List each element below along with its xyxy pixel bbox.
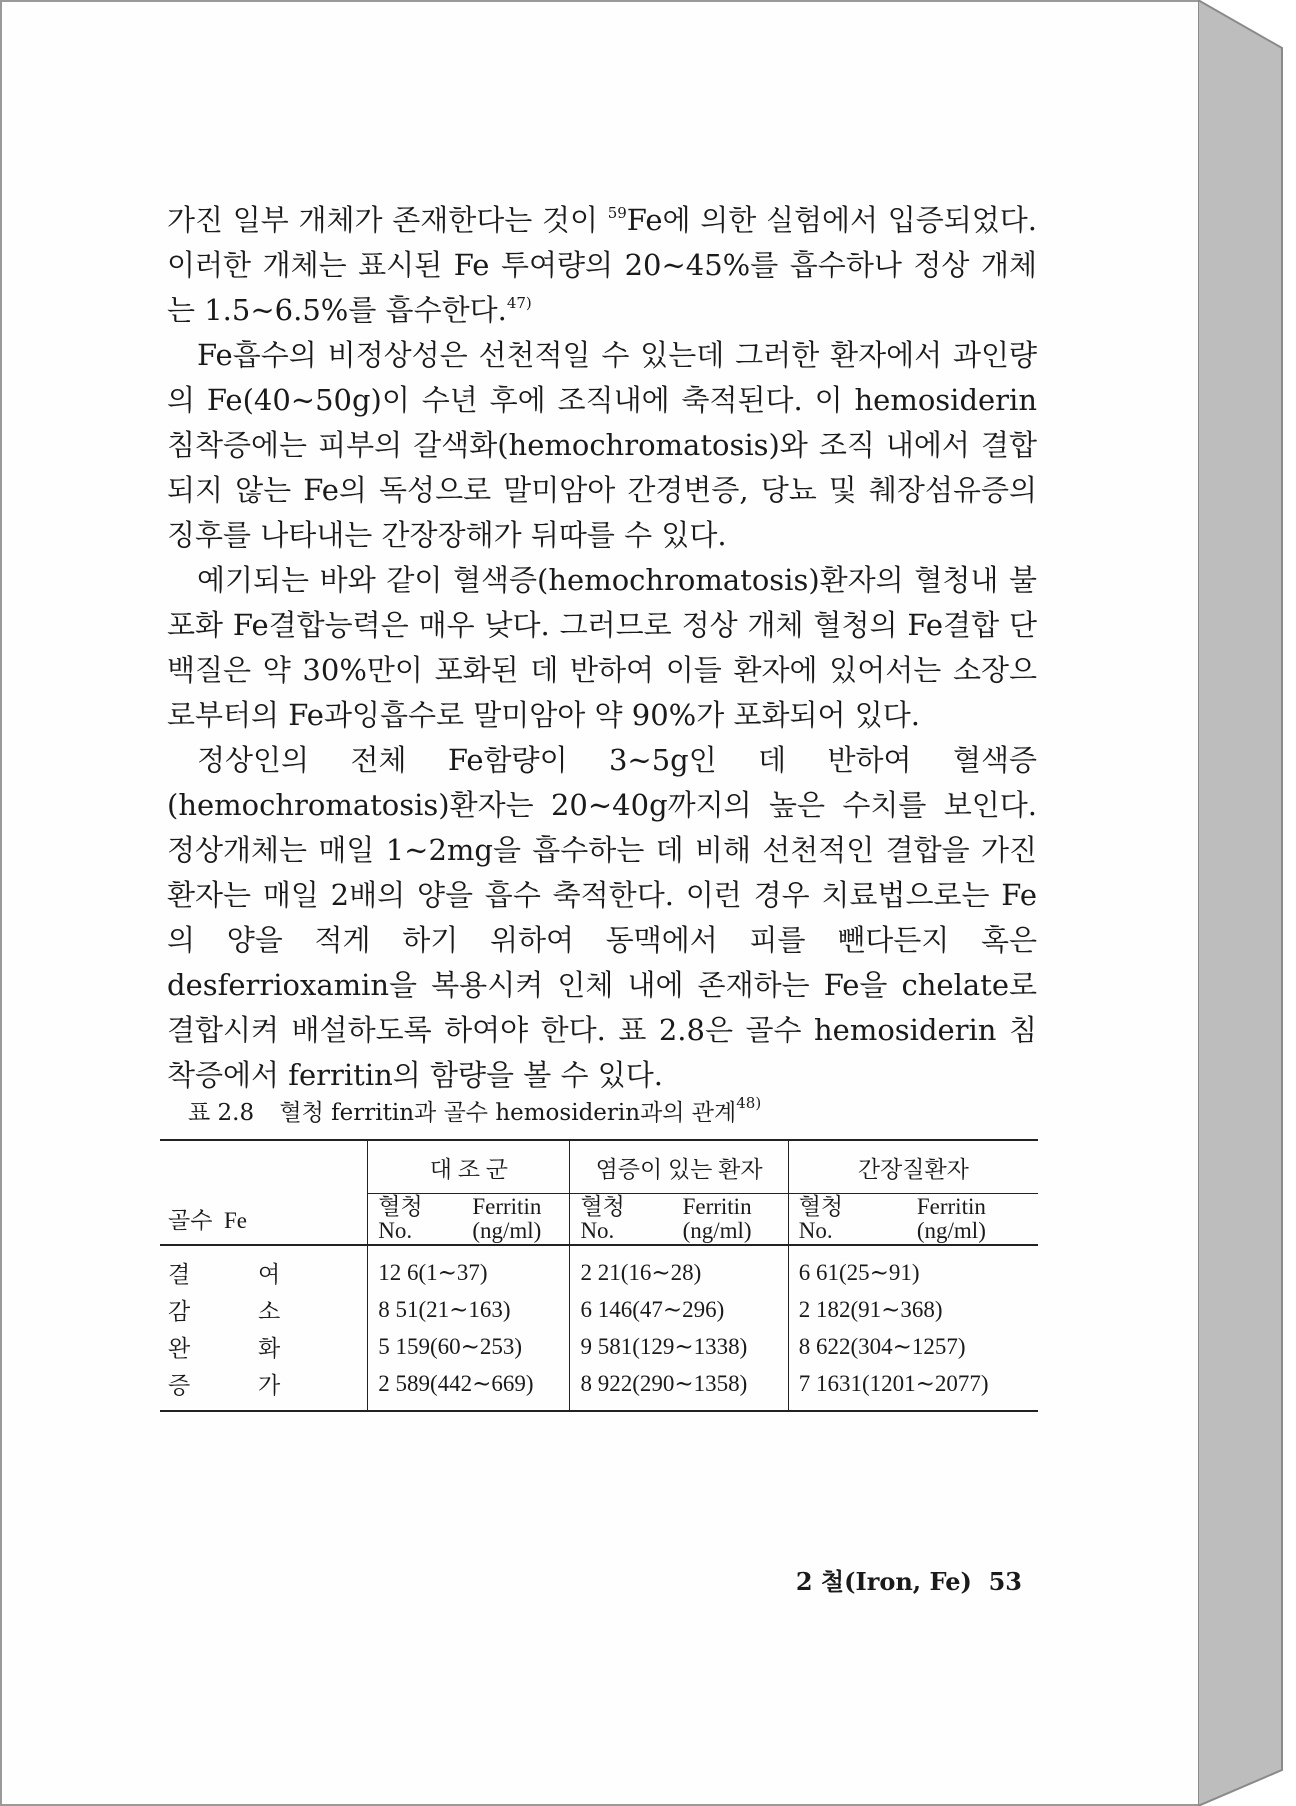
table-cell: 5 159(60∼253): [368, 1328, 570, 1365]
ferritin-header: Ferritin (ng/ml): [444, 1194, 570, 1246]
group-header-liver: 간장질환자: [788, 1140, 1038, 1194]
table-cell: 8 922(290∼1358): [570, 1365, 788, 1411]
reference-47: 47): [506, 294, 532, 312]
isotope-superscript: 59: [607, 204, 627, 222]
table-cell: 7 1631(1201∼2077): [788, 1365, 1038, 1411]
page-edge-shape: [1198, 0, 1282, 1806]
table-cell: 6 146(47∼296): [570, 1291, 788, 1328]
book-spine-edge: [1198, 0, 1296, 1806]
table-cell: 2 182(91∼368): [798, 1296, 943, 1322]
table-caption: [188, 1096, 1048, 1130]
table-title: 혈청 ferritin과 골수 hemosiderin과의 관계: [279, 1100, 737, 1126]
table-cell: 8 622(304∼1257): [798, 1333, 966, 1359]
serum-no-header: 혈청 No.: [570, 1194, 647, 1246]
group-header-control: 대 조 군: [368, 1140, 570, 1194]
table-cell: 2 21(16∼28): [570, 1245, 788, 1291]
page-footer: [782, 1562, 1022, 1597]
header-blank: [160, 1140, 368, 1194]
ferritin-header: Ferritin (ng/ml): [646, 1194, 788, 1246]
ferritin-header: Ferritin (ng/ml): [865, 1194, 1038, 1246]
row-label: 감 소: [160, 1291, 368, 1328]
table-row: [160, 1365, 1038, 1411]
row-label: 증 가: [160, 1365, 368, 1411]
paragraph-4: 정상인의 전체 Fe함량이 3∼5g인 데 반하여 혈색증(hemochromatosis)환자는 20∼40g까지의 높은 수치를 보인다. 정상개체는 매일 1∼2mg을 흡수하는 데 비해 선천적인 결합을 가진 환자는 매일 2배의 양을 흡수 축적한다. 이런 경우 치료법으로는 Fe의 양을 적게 하기 위하여 동맥에서 피를 뺀다든지 혹은 desferrioxamin을 복용시켜 인체 내에 존재하는 Fe을 chelate로 결합시켜 배설하도록 하여야 한다. 표 2.8은 골수 hemosiderin 침착증에서 ferritin의 함량을 볼 수 있다.: [167, 743, 1037, 1092]
serum-no-header: 혈청 No.: [788, 1194, 865, 1246]
serum-no-header: 혈청 No.: [368, 1194, 445, 1246]
paragraph-2: Fe흡수의 비정상성은 선천적일 수 있는데 그러한 환자에서 과인량의 Fe(40∼50g)이 수년 후에 조직내에 축적된다. 이 hemosiderin 침착증에는 피부의 갈색화(hemochromatosis)와 조직 내에서 결합되지 않는 Fe의 독성으로 말미암아 간경변증, 당뇨 및 췌장섬유증의 징후를 나타내는 간장장해가 뒤따를 수 있다.: [167, 338, 1037, 552]
group-header-inflammation: 염증이 있는 환자: [570, 1140, 788, 1194]
table-row: [160, 1328, 1038, 1365]
table-row: [160, 1245, 1038, 1291]
table-cell: 8 51(21∼163): [368, 1291, 570, 1328]
paragraph-1: 가진 일부 개체가 존재한다는 것이 $^{59}$Fe에 의한 실험에서 입증되었다. 이러한 개체는 표시된 Fe 투여량의 20∼45%를 흡수하나 정상 개체는 1.5∼6.5%를 흡수한다.$^{47)}$: [167, 203, 1037, 327]
paragraph-3: 예기되는 바와 같이 혈색증(hemochromatosis)환자의 혈청내 불포화 Fe결합능력은 매우 낮다. 그러므로 정상 개체 혈청의 Fe결합 단백질은 약 30%만이 포화된 데 반하여 이들 환자에 있어서는 소장으로부터의 Fe과잉흡수로 말미암아 약 90%가 포화되어 있다.: [167, 563, 1037, 732]
table-row: [160, 1291, 1038, 1328]
table-number: 표 2.8: [188, 1100, 255, 1126]
bone-marrow-fe-header: 골수 Fe: [160, 1194, 368, 1246]
row-label: 완 화: [160, 1328, 368, 1365]
page-number: 53: [988, 1567, 1022, 1596]
row-label: 결 여: [160, 1245, 368, 1291]
table-cell: 6 61(25∼91): [798, 1259, 920, 1285]
table-cell: 9 581(129∼1338): [570, 1328, 788, 1365]
reference-48: 48): [736, 1094, 762, 1112]
ferritin-table: [160, 1139, 1038, 1412]
table-cell: 2 589(442∼669): [368, 1365, 570, 1411]
body-text: [167, 198, 1037, 1098]
chapter-title: 2 철(Iron, Fe): [795, 1567, 972, 1596]
table-cell: 12 6(1∼37): [368, 1245, 570, 1291]
